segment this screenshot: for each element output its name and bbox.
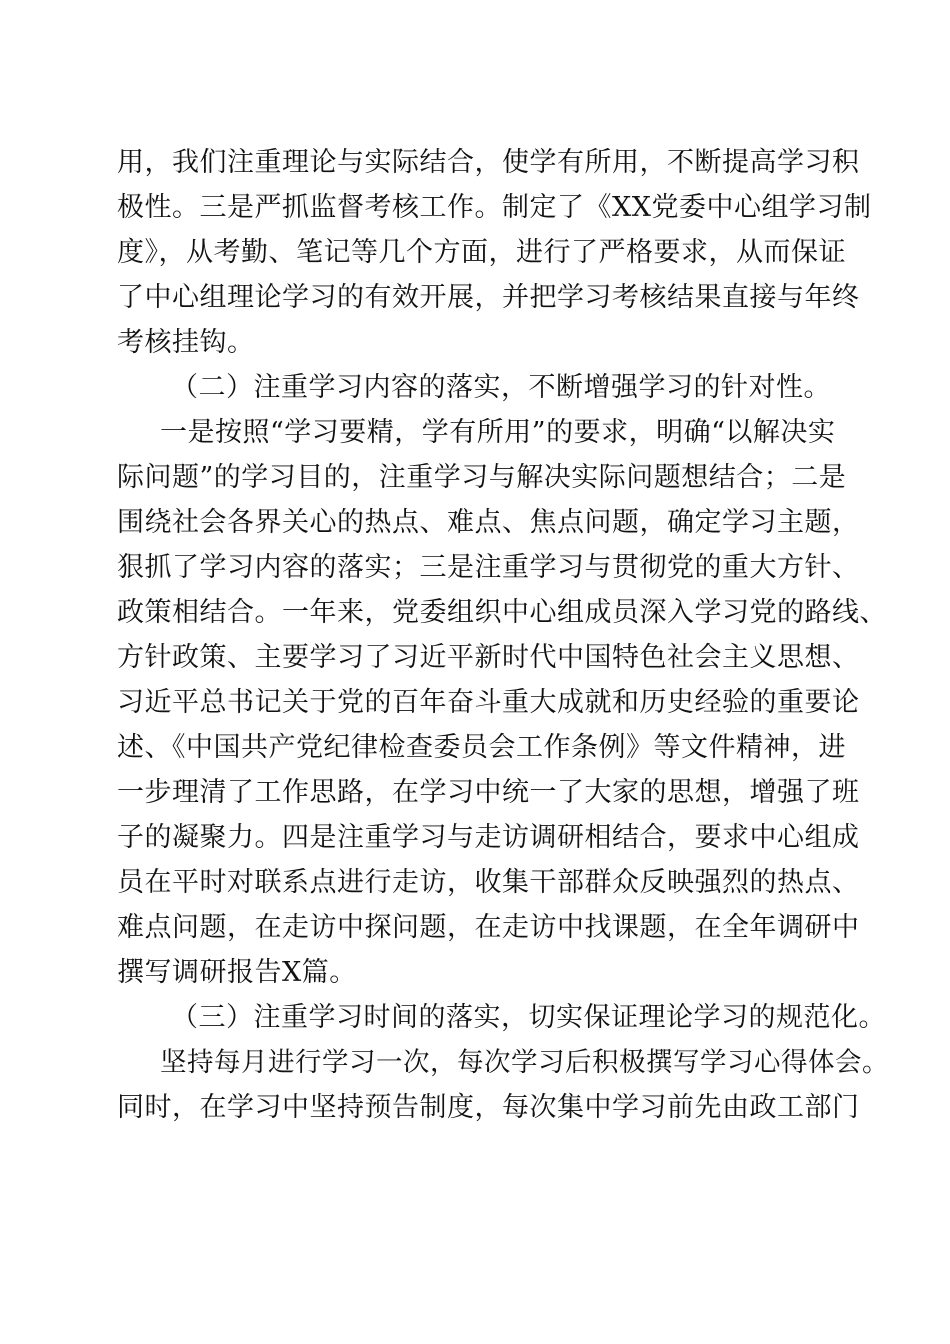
body-text-line: 撰写调研报告X篇。	[117, 957, 357, 988]
body-text-line: 子的凝聚力。四是注重学习与走访调研相结合，要求中心组成	[117, 822, 860, 853]
body-text-line: 方针政策、主要学习了习近平新时代中国特色社会主义思想、	[117, 642, 860, 673]
body-text-line: 用，我们注重理论与实际结合，使学有所用，不断提高学习积	[117, 147, 860, 178]
body-text-line: 同时，在学习中坚持预告制度，每次集中学习前先由政工部门	[117, 1092, 860, 1123]
body-text-line: 坚持每月进行学习一次，每次学习后积极撰写学习心得体会。	[160, 1047, 889, 1078]
body-text-line: 狠抓了学习内容的落实；三是注重学习与贯彻党的重大方针、	[117, 552, 860, 583]
body-text-line: 员在平时对联系点进行走访，收集干部群众反映强烈的热点、	[117, 867, 860, 898]
body-text-line: 习近平总书记关于党的百年奋斗重大成就和历史经验的重要论	[117, 687, 860, 718]
body-text-line: 极性。三是严抓监督考核工作。制定了《XX党委中心组学习制	[117, 192, 872, 223]
section-heading: （二）注重学习内容的落实，不断增强学习的针对性。	[171, 372, 831, 403]
section-heading: （三）注重学习时间的落实，切实保证理论学习的规范化。	[171, 1002, 886, 1033]
body-text-line: 政策相结合。一年来，党委组织中心组成员深入学习党的路线、	[117, 597, 887, 628]
body-text-line: 难点问题，在走访中探问题，在走访中找课题，在全年调研中	[117, 912, 860, 943]
body-text-line: 考核挂钩。	[117, 327, 255, 358]
body-text-line: 一是按照“学习要精，学有所用”的要求，明确“以解决实	[160, 417, 836, 448]
body-text-line: 述、《中国共产党纪律检查委员会工作条例》等文件精神，进	[117, 732, 846, 763]
body-text-line: 度》，从考勤、笔记等几个方面，进行了严格要求，从而保证	[117, 237, 846, 268]
body-text-line: 际问题”的学习目的，注重学习与解决实际问题想结合；二是	[117, 462, 847, 493]
body-text-line: 了中心组理论学习的有效开展，并把学习考核结果直接与年终	[117, 282, 860, 313]
body-text-line: 一步理清了工作思路，在学习中统一了大家的思想，增强了班	[117, 777, 860, 808]
body-text-line: 围绕社会各界关心的热点、难点、焦点问题，确定学习主题，	[117, 507, 860, 538]
